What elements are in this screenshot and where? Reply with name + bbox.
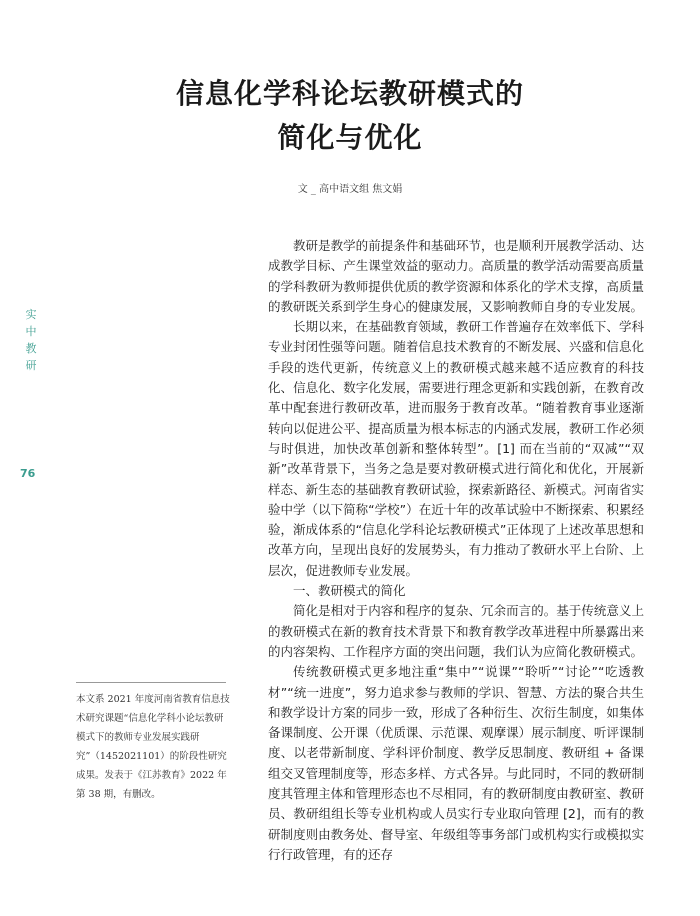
section-label-char: 实 [25,308,37,321]
body-paragraph: 传统教研模式更多地注重“集中”“说课”“聆听”“讨论”“吃透教材”“统一进度”，努力追求参与教师的学识、智慧、方法的聚合共生和教学设计方案的同步一致，形成了各种衍生、次衍生制度，如集体备课制度、公开课（优质课、示范课、观摩课）展示制度、听评课制度、以老带新制度、学科评价制度、教学反思制度、教研组 + 备课组交叉管理制度等，形态多样、方式各异。与此同时，不同的教研制度其管理主体和管理形态也不尽相同，有的教研制度由教研室、教研员、教研组组长等专业机构或人员实行专业取向管理 [2]，而有的教研制度则由教务处、督导室、年级组等事务部门或机构实行或模拟实行行政管理，有的还存 [268,664,644,862]
article-title-line-1: 信息化学科论坛教研模式的 [175,77,524,110]
article-title-line-2: 简化与优化 [277,121,423,154]
article-body [268,236,644,865]
body-paragraph: 长期以来，在基础教育领域，教研工作普遍存在效率低下、学科专业封闭性强等问题。随着信息技术教育的不断发展、兴盛和信息化手段的迭代更新，传统意义上的教研模式越来越不适应教育的科技化、信息化、数字化发展，需要进行理念更新和实践创新，在教育改革中配套进行教研改革，进而服务于教育改革。“随着教育事业逐渐转向以促进公平、提高质量为根本标志的内涵式发展，教研工作必须与时俱进，加快改革创新和整体转型”。[1] 而在当前的“双减”“双新”改革背景下，当务之急是要对教研模式进行简化和优化，开展新样态、新生态的基础教育教研试验，探索新路径、新模式。河南省实验中学（以下简称“学校”）在近十年的改革试验中不断探索、积累经验，渐成体系的“信息化学科论坛教研模式”正体现了上述改革思想和改革方向，呈现出良好的发展势头，有力推动了教研水平上台阶、上层次，促进教师专业发展。 [268,319,644,578]
article-byline: 文 _ 高中语文组 焦文娟 [297,184,403,195]
footnote: 本文系 2021 年度河南省教育信息技术研究课题“信息化学科小论坛教研模式下的教师专业发展实践研究”（1452021101）的阶段性研究成果。发表于《江苏教育》2022 年第 38 期，有删改。 [76,694,230,800]
page-number: 76 [20,467,36,480]
body-paragraph: 教研是教学的前提条件和基础环节，也是顺利开展教学活动、达成教学目标、产生课堂效益的驱动力。高质量的教学活动需要高质量的学科教研为教师提供优质的教学资源和体系化的学术支撑，高质量的教研既关系到学生身心的健康发展，又影响教师自身的专业发展。 [268,238,644,314]
section-label-char: 研 [25,359,37,372]
article-title [0,72,700,160]
section-label [24,306,38,374]
section-label-char: 教 [25,342,37,355]
body-paragraph: 简化是相对于内容和程序的复杂、冗余而言的。基于传统意义上的教研模式在新的教育技术背景下和教育教学改革进程中所暴露出来的内容架构、工作程序方面的突出问题，我们认为应简化教研模式。 [268,603,644,659]
footnote-divider [76,682,226,683]
section-heading: 一、教研模式的简化 [293,583,406,599]
section-label-char: 中 [25,325,37,338]
